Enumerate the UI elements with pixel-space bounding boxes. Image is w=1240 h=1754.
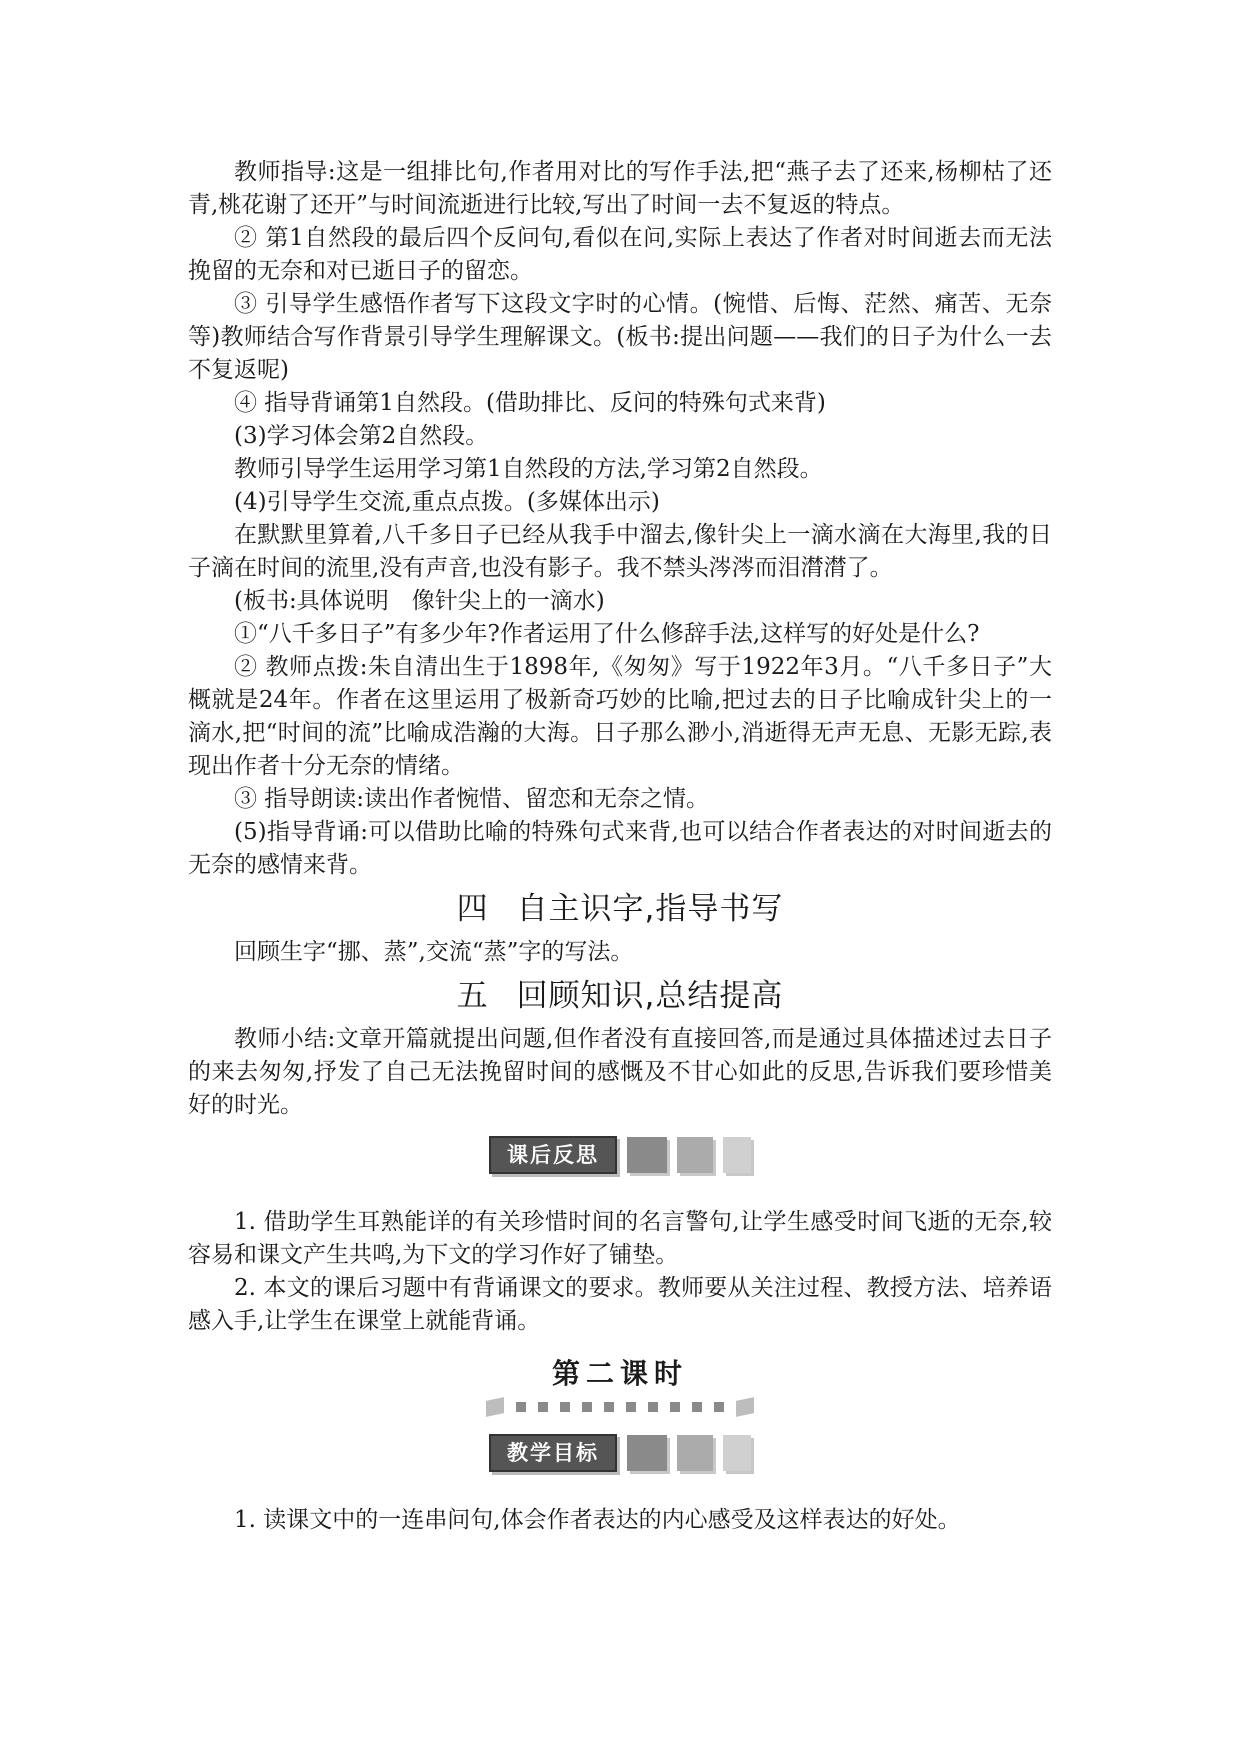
section-title: 回顾知识,总结提高 [516, 978, 784, 1014]
section-number: 五 [456, 978, 489, 1014]
decor-dot [670, 1402, 680, 1412]
decor-dotted-line [188, 1394, 1052, 1420]
decor-square [677, 1435, 713, 1471]
paragraph: (4)引导学生交流,重点点拨。(多媒体出示) [234, 489, 660, 515]
paragraph: 教师指导:这是一组排比句,作者用对比的写作手法,把“燕子去了还来,杨柳枯了还青,桃花谢了还开”与时间流逝进行比较,写出了时间一去不复返的特点。 [188, 159, 1052, 218]
paragraph: 回顾生字“挪、蒸”,交流“蒸”字的写法。 [234, 939, 634, 965]
objectives-banner [188, 1434, 1052, 1472]
reflection-banner [188, 1136, 1052, 1174]
paragraph: 教师小结:文章开篇就提出问题,但作者没有直接回答,而是通过具体描述过去日子的来去匆匆,抒发了自己无法挽留时间的感慨及不甘心如此的反思,告诉我们要珍惜美好的时光。 [188, 1026, 1052, 1118]
decor-square [723, 1137, 751, 1173]
decor-dot [692, 1402, 702, 1412]
decor-dot [560, 1402, 570, 1412]
paragraph: ④ 指导背诵第1自然段。(借助排比、反问的特殊句式来背) [234, 390, 826, 416]
list-item: 1. 借助学生耳熟能详的有关珍惜时间的名言警句,让学生感受时间飞逝的无奈,较容易和课文产生共鸣,为下文的学习作好了铺垫。 [188, 1209, 1052, 1268]
main-content [188, 156, 1052, 1537]
paragraph: ①“八千多日子”有多少年?作者运用了什么修辞手法,这样写的好处是什么? [234, 621, 980, 647]
paragraph: (板书:具体说明 像针尖上的一滴水) [234, 588, 605, 614]
decor-square [723, 1435, 751, 1471]
decor-block [736, 1397, 754, 1417]
paragraph: ③ 指导朗读:读出作者惋惜、留恋和无奈之情。 [234, 786, 710, 812]
decor-dot [604, 1402, 614, 1412]
decor-dot [648, 1402, 658, 1412]
section-title: 自主识字,指导书写 [516, 891, 784, 927]
decor-square [627, 1435, 667, 1471]
decor-dot [516, 1402, 526, 1412]
section-heading-5 [188, 973, 1052, 1019]
paragraph: (3)学习体会第2自然段。 [234, 423, 489, 449]
section-number: 四 [456, 891, 489, 927]
decor-dot [582, 1402, 592, 1412]
list-item: 2. 本文的课后习题中有背诵课文的要求。教师要从关注过程、教授方法、培养语感入手,让学生在课堂上就能背诵。 [188, 1275, 1052, 1334]
paragraph: 教师引导学生运用学习第1自然段的方法,学习第2自然段。 [234, 456, 823, 482]
lesson-title: 第二课时 [551, 1357, 688, 1390]
decor-square [677, 1137, 713, 1173]
banner-label: 课后反思 [489, 1136, 617, 1174]
section-heading-4 [188, 886, 1052, 932]
paragraph: ③ 引导学生感悟作者写下这段文字时的心情。(惋惜、后悔、茫然、痛苦、无奈等)教师结合写作背景引导学生理解课文。(板书:提出问题——我们的日子为什么一去不复返呢) [188, 291, 1052, 383]
banner-label: 教学目标 [489, 1434, 617, 1472]
list-item: 1. 读课文中的一连串问句,体会作者表达的内心感受及这样表达的好处。 [234, 1507, 961, 1533]
decor-block [486, 1397, 504, 1417]
paragraph: (5)指导背诵:可以借助比喻的特殊句式来背,也可以结合作者表达的对时间逝去的无奈的感情来背。 [188, 819, 1052, 878]
paragraph: ② 第1自然段的最后四个反问句,看似在问,实际上表达了作者对时间逝去而无法挽留的无奈和对已逝日子的留恋。 [188, 225, 1052, 284]
quoted-passage: 在默默里算着,八千多日子已经从我手中溜去,像针尖上一滴水滴在大海里,我的日子滴在时间的流里,没有声音,也没有影子。我不禁头涔涔而泪潸潸了。 [188, 522, 1052, 581]
decor-dot [538, 1402, 548, 1412]
decor-dot [626, 1402, 636, 1412]
decor-dot [714, 1402, 724, 1412]
decor-square [627, 1137, 667, 1173]
paragraph: ② 教师点拨:朱自清出生于1898年,《匆匆》写于1922年3月。“八千多日子”大概就是24年。作者在这里运用了极新奇巧妙的比喻,把过去的日子比喻成针尖上的一滴水,把“时间的流”比喻成浩瀚的大海。日子那么渺小,消逝得无声无息、无影无踪,表现出作者十分无奈的情绪。 [188, 654, 1052, 779]
